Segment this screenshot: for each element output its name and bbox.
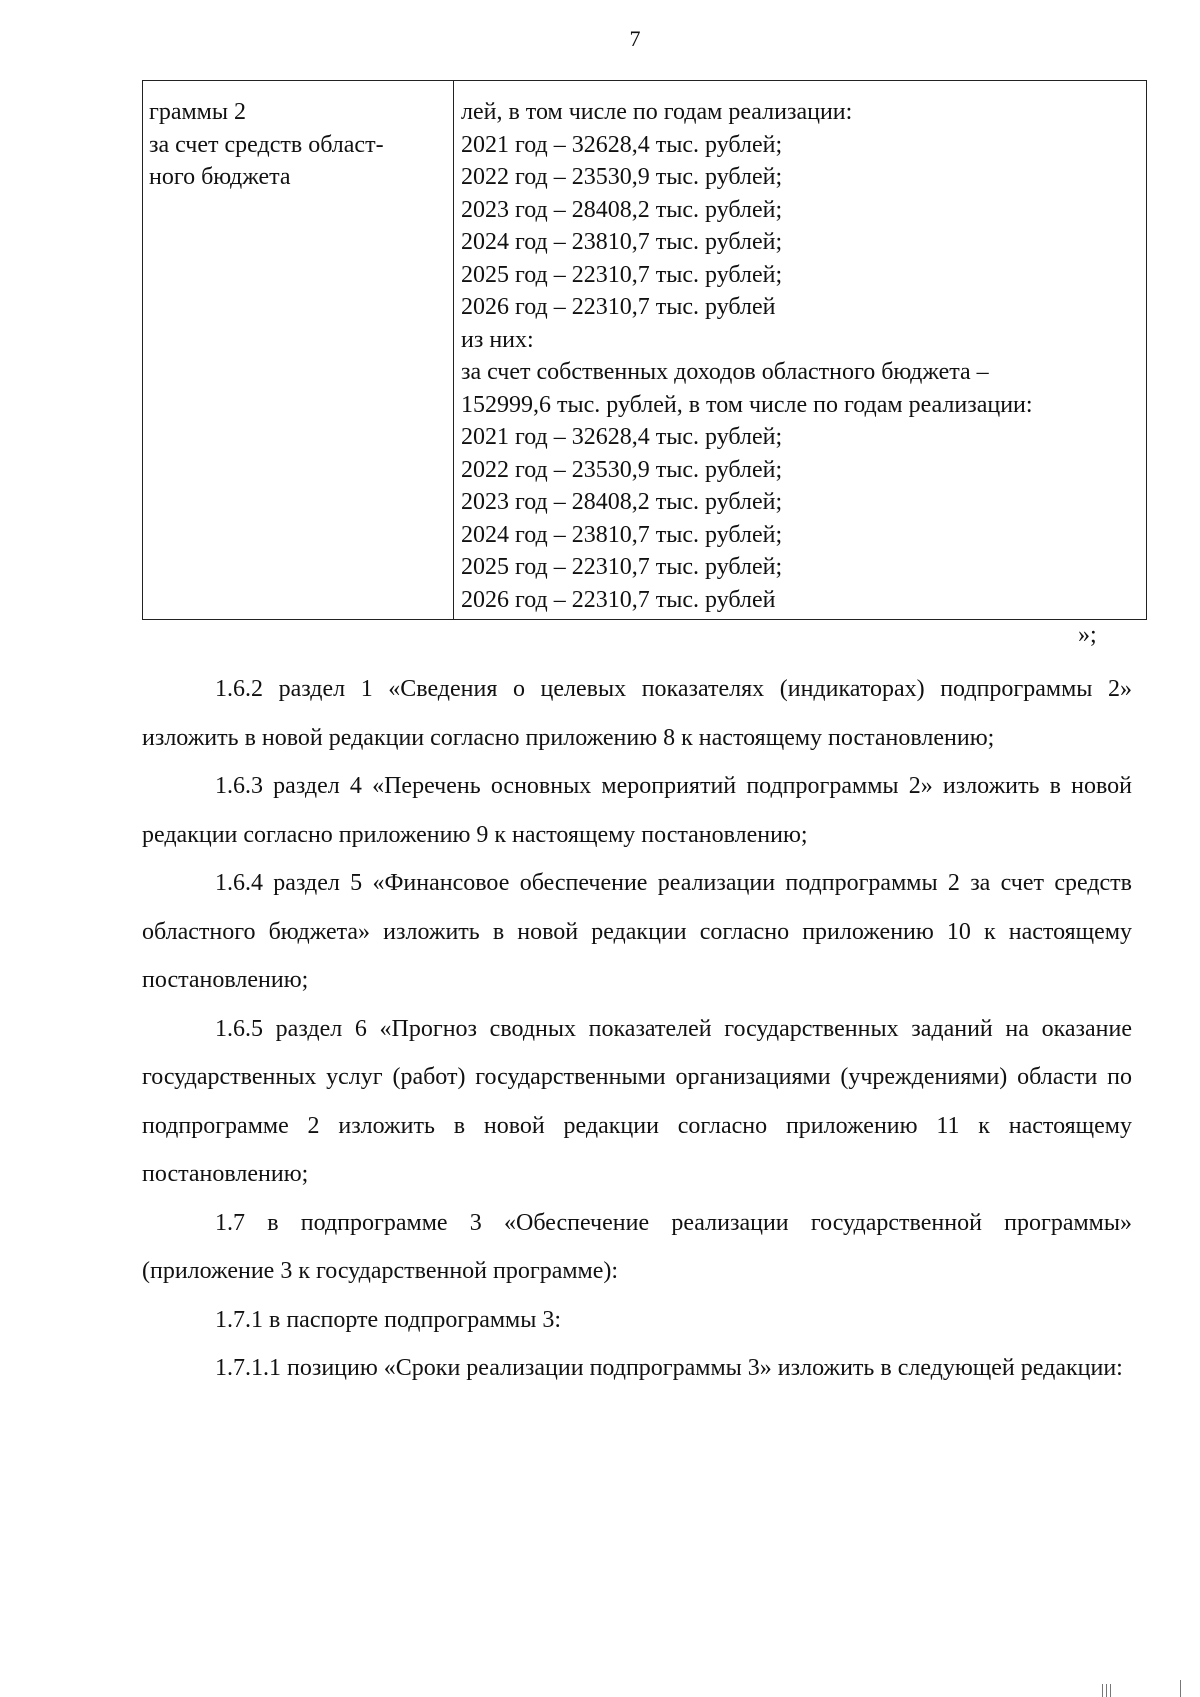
right-cell-line: 2025 год – 22310,7 тыс. рублей; [461,261,783,288]
paragraph-1-6-2: 1.6.2 раздел 1 «Сведения о целевых показателях (индикаторах) подпрограммы 2» изложить в новой редакции согласно приложению 8 к настоящему постановлению; [142,676,1132,751]
right-cell-line: 2026 год – 22310,7 тыс. рублей [461,294,776,320]
scan-artifact [1180,1680,1181,1697]
paragraph-1-7-1: 1.7.1 в паспорте подпрограммы 3: [215,1306,562,1333]
page-number: 7 [629,26,641,51]
scan-artifact [1102,1684,1103,1697]
scan-artifact [1106,1684,1107,1697]
right-cell-line: лей, в том числе по годам реализации: [461,99,853,125]
table-right-cell [454,81,1146,619]
document-body [142,665,1132,1393]
right-cell-line: 152999,6 тыс. рублей, в том числе по годам реализации: [461,391,1033,418]
paragraph-1-7: 1.7 в подпрограмме 3 «Обеспечение реализации государственной программы» (приложение 3 к государственной программе): [142,1209,1132,1284]
right-cell-line: 2021 год – 32628,4 тыс. рублей; [461,131,783,158]
right-cell-line: 2026 год – 22310,7 тыс. рублей [461,586,776,613]
right-cell-line: 2022 год – 23530,9 тыс. рублей; [461,456,783,483]
paragraph-1-7-1-1: 1.7.1.1 позицию «Сроки реализации подпрограммы 3» изложить в следующей редакции: [215,1355,1123,1381]
right-cell-line: 2022 год – 23530,9 тыс. рублей; [461,164,783,190]
right-cell-line: 2023 год – 28408,2 тыс. рублей; [461,196,783,223]
right-cell-line: 2024 год – 23810,7 тыс. рублей; [461,521,783,548]
right-cell-line: 2021 год – 32628,4 тыс. рублей; [461,424,783,450]
right-cell-line: 2025 год – 22310,7 тыс. рублей; [461,554,783,580]
right-cell-line: за счет собственных доходов областного бюджета – [461,359,989,385]
left-cell-line: ного бюджета [149,164,291,190]
paragraph-1-6-5: 1.6.5 раздел 6 «Прогноз сводных показателей государственных заданий на оказание государственных услуг (работ) государственными организациями (учреждениями) области по подпрограмме 2 изложить в новой редакции согласно приложению 11 к настоящему постановлению; [142,1015,1132,1187]
table-left-cell [143,81,454,619]
scan-artifact [1110,1684,1111,1697]
left-cell-line: за счет средств област- [149,131,384,158]
right-cell-line: из них: [461,326,534,353]
paragraph-1-6-4: 1.6.4 раздел 5 «Финансовое обеспечение реализации подпрограммы 2 за счет средств областного бюджета» изложить в новой редакции согласно приложению 10 к настоящему постановлению; [142,870,1132,993]
paragraph-1-6-3: 1.6.3 раздел 4 «Перечень основных мероприятий подпрограммы 2» изложить в новой редакции согласно приложению 9 к настоящему постановлению; [142,773,1132,848]
closing-quote: »; [1078,622,1097,648]
left-cell-line: граммы 2 [149,99,246,125]
right-cell-line: 2024 год – 23810,7 тыс. рублей; [461,229,783,255]
financing-table [142,80,1147,620]
right-cell-line: 2023 год – 28408,2 тыс. рублей; [461,489,783,515]
